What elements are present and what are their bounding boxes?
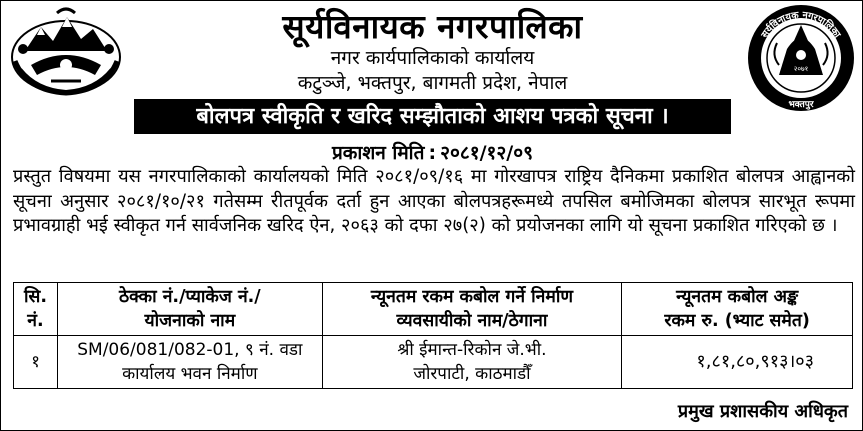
seal-text-bottom: भक्तपुर (788, 100, 814, 110)
row-project-line2: कार्यालय भवन निर्माण (122, 364, 258, 384)
header-sn-line1: सि. (23, 287, 47, 307)
publication-date-value: २०८१/१२/०९ (440, 142, 533, 164)
municipality-seal-icon (745, 3, 857, 113)
row-vendor (322, 336, 622, 389)
header-vendor-line2: व्यवसायीको नाम/ठेगाना (396, 311, 548, 331)
seal-year: २०७१ (793, 65, 809, 73)
row-project (57, 336, 322, 389)
header-sn-line2: नं. (27, 311, 44, 331)
header-vendor-line1: न्यूनतम रकम कबोल गर्ने निर्माण (370, 287, 574, 307)
row-project-line1: SM/06/081/082-01, ९ नं. वडा (77, 340, 303, 360)
bid-award-table (13, 282, 853, 389)
header-project (57, 283, 322, 336)
header-project-line2: योजनाको नाम (144, 311, 236, 331)
row-vendor-line2: जोरपाटी, काठमाडौँ (413, 364, 531, 384)
publication-date-label: प्रकाशन मिति (332, 142, 425, 164)
header-amount (622, 283, 853, 336)
header-vendor (322, 283, 622, 336)
row-amount: १,८१,८०,९१३।०३ (622, 336, 853, 389)
header-sn (14, 283, 58, 336)
header-project-line1: ठेक्का नं./प्याकेज नं./ (118, 287, 261, 307)
municipality-name: सूर्यविनायक नगरपालिका (282, 7, 583, 46)
signatory: प्रमुख प्रशासकीय अधिकृत (677, 401, 848, 422)
table-row (14, 336, 853, 389)
notice-paragraph: प्रस्तुत विषयमा यस नगरपालिकाको कार्यालयको मिति २०८१/०९/१६ मा गोरखापत्र राष्ट्रिय दैनिकमा प्रकाशित बोलपत्र आह्वानको सूचना अनुसार २०८१/१०/२१ गतेसम्म रीतपूर्वक दर्ता हुन आएका बोलपत्रहरूमध्ये तपसिल बमोजिमका बोलपत्र सारभूत रूपमा प्रभावग्राही भई स्वीकृत गर्न सार्वजनिक खरिद ऐन, २०६३ को दफा २७(२) को प्रयोजनका लागि यो सूचना प्रकाशित गरिएको छ । (13, 166, 855, 236)
row-sn: १ (14, 336, 58, 389)
header-amount-line2: रकम रु. (भ्याट समेत) (664, 311, 810, 331)
notice-title: बोलपत्र स्वीकृति र खरिद सम्झौताको आशय पत्रको सूचना । (134, 99, 731, 134)
seal-text-top: सूर्यविनायक नगरपालिका (759, 9, 843, 41)
header-amount-line1: न्यूनतम कबोल अङ्क (676, 287, 799, 307)
row-vendor-line1: श्री ईमान्त-रिकोन जे.भी. (397, 340, 547, 360)
office-address: कटुञ्जे, भक्तपुर, बागमती प्रदेश, नेपाल (297, 72, 568, 94)
publication-date: प्रकाशन मिति : २०८१/१२/०९ (332, 142, 533, 164)
table-header-row (14, 283, 853, 336)
office-name: नगर कार्यपालिकाको कार्यालय (330, 47, 535, 69)
